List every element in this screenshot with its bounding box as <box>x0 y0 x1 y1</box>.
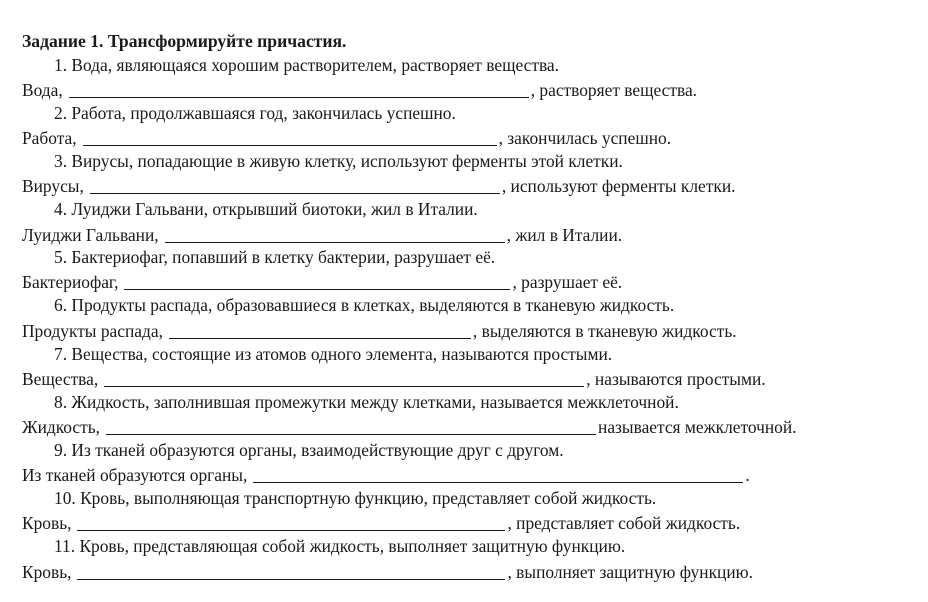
question-3: 3. Вирусы, попадающие в живую клетку, используют ферменты этой клетки. <box>54 151 623 171</box>
answer-8-end: называется межклеточной. <box>598 417 797 437</box>
answer-2-start: Работа, <box>22 128 77 148</box>
question-1: 1. Вода, являющаяся хорошим растворителем, растворяет вещества. <box>54 55 559 75</box>
answer-line-3 <box>22 175 735 197</box>
answer-8-blank[interactable] <box>106 418 596 435</box>
answer-line-1 <box>22 79 697 101</box>
answer-3-blank[interactable] <box>90 177 500 194</box>
answer-7-start: Вещества, <box>22 369 99 389</box>
answer-4-blank[interactable] <box>165 226 505 243</box>
answer-line-6 <box>22 320 737 342</box>
answer-line-7 <box>22 368 766 390</box>
answer-9-blank[interactable] <box>253 466 743 483</box>
answer-line-5 <box>22 271 622 293</box>
answer-6-end: , выделяются в тканевую жидкость. <box>472 321 737 341</box>
answer-4-start: Луиджи Гальвани, <box>22 225 159 245</box>
answer-2-end: , закончилась успешно. <box>498 128 672 148</box>
answer-2-blank[interactable] <box>83 129 497 146</box>
question-2: 2. Работа, продолжавшаяся год, закончилась успешно. <box>54 103 456 123</box>
answer-line-9 <box>22 464 750 486</box>
question-6: 6. Продукты распада, образовавшиеся в клетках, выделяются в тканевую жидкость. <box>54 295 675 315</box>
answer-11-blank[interactable] <box>77 563 505 580</box>
answer-6-start: Продукты распада, <box>22 321 163 341</box>
question-9: 9. Из тканей образуются органы, взаимодействующие друг с другом. <box>54 440 564 460</box>
answer-10-end: , представляет собой жидкость. <box>507 513 741 533</box>
answer-1-blank[interactable] <box>69 81 529 98</box>
answer-5-start: Бактериофаг, <box>22 272 119 292</box>
answer-1-start: Вода, <box>22 80 63 100</box>
answer-line-11 <box>22 561 753 583</box>
answer-10-blank[interactable] <box>77 514 505 531</box>
answer-3-start: Вирусы, <box>22 176 84 196</box>
answer-9-end: . <box>745 465 750 485</box>
question-11: 11. Кровь, представляющая собой жидкость, выполняет защитную функцию. <box>54 536 626 556</box>
answer-7-blank[interactable] <box>104 370 584 387</box>
answer-8-start: Жидкость, <box>22 417 101 437</box>
answer-7-end: , называются простыми. <box>586 369 766 389</box>
question-5: 5. Бактериофаг, попавший в клетку бактерии, разрушает её. <box>54 247 496 267</box>
answer-4-end: , жил в Италии. <box>506 225 623 245</box>
answer-line-8 <box>22 416 797 438</box>
answer-5-blank[interactable] <box>124 273 510 290</box>
answer-5-end: , разрушает её. <box>512 272 623 292</box>
question-7: 7. Вещества, состоящие из атомов одного элемента, называются простыми. <box>54 344 613 364</box>
answer-line-4 <box>22 224 622 246</box>
question-8: 8. Жидкость, заполнившая промежутки между клетками, называется межклеточной. <box>54 392 679 412</box>
answer-9-start: Из тканей образуются органы, <box>22 465 248 485</box>
answer-10-start: Кровь, <box>22 513 72 533</box>
task-title: Задание 1. Трансформируйте причастия. <box>22 31 347 51</box>
answer-line-2 <box>22 127 671 149</box>
answer-6-blank[interactable] <box>169 322 471 339</box>
answer-11-start: Кровь, <box>22 562 72 582</box>
answer-line-10 <box>22 512 740 534</box>
answer-3-end: , используют ферменты клетки. <box>501 176 736 196</box>
answer-1-end: , растворяет вещества. <box>530 80 698 100</box>
question-10: 10. Кровь, выполняющая транспортную функцию, представляет собой жидкость. <box>54 488 657 508</box>
answer-11-end: , выполняет защитную функцию. <box>507 562 753 582</box>
question-4: 4. Луиджи Гальвани, открывший биотоки, жил в Италии. <box>54 199 478 219</box>
